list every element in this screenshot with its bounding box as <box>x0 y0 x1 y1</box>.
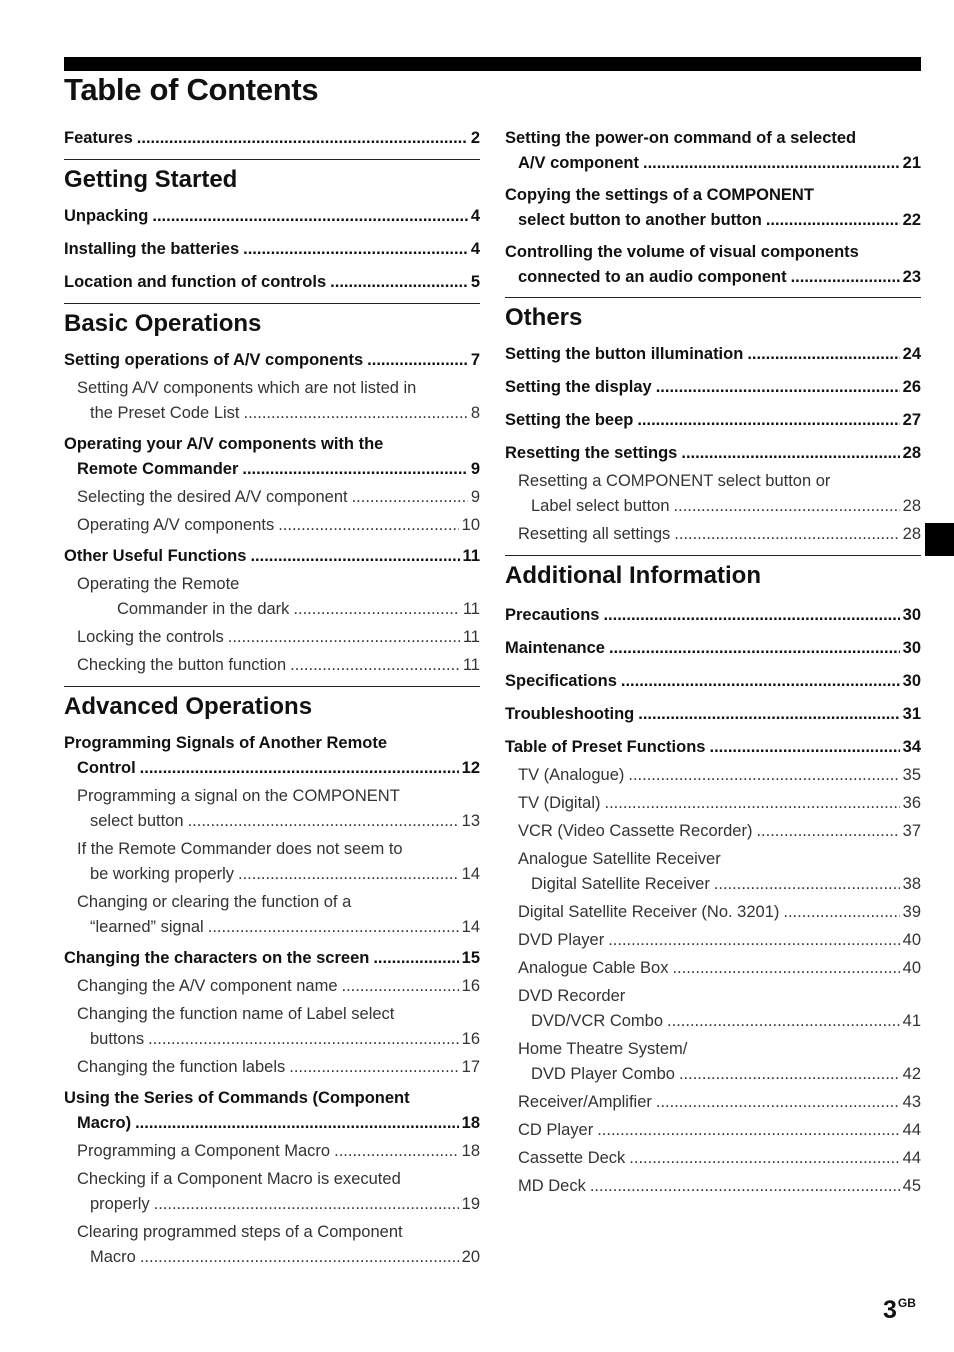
toc-subentry-dark[interactable]: Operating the Remote Commander in the dark ..... 11 <box>64 572 480 622</box>
toc-subentry-not-listed[interactable]: Setting A/V components which are not listed in the Preset Code List ..... 8 <box>64 376 480 426</box>
toc-entry-setting-operations[interactable]: Setting operations of A/V components ..... 7 <box>64 348 480 373</box>
toc-subentry-dvd-player[interactable]: DVD Player ..... 40 <box>505 928 921 953</box>
toc-entry-unpacking[interactable]: Unpacking ..... 4 <box>64 204 480 229</box>
toc-entry-controlling-volume[interactable]: Controlling the volume of visual components connected to an audio component ..... 23 <box>505 240 921 290</box>
chapter-thumb-tab <box>925 523 954 556</box>
toc-entry-power-on-command[interactable]: Setting the power-on command of a selected A/V component ..... 21 <box>505 126 921 176</box>
page-number: $3^{GB}$ <box>883 1295 916 1324</box>
section-divider <box>64 303 480 304</box>
toc-subentry-cable-box[interactable]: Analogue Cable Box ..... 40 <box>505 956 921 981</box>
toc-entry-operating-av[interactable]: Operating your A/V components with the Remote Commander ..... 9 <box>64 432 480 482</box>
toc-entry-precautions[interactable]: Precautions ..... 30 <box>505 603 921 628</box>
toc-subentry-learned-signal[interactable]: Changing or clearing the function of a “learned” signal ..... 14 <box>64 890 480 940</box>
toc-subentry-cd-player[interactable]: CD Player ..... 44 <box>505 1118 921 1143</box>
toc-subentry-satellite-3201[interactable]: Digital Satellite Receiver (No. 3201) ..... 39 <box>505 900 921 925</box>
toc-entry-programming-signals[interactable]: Programming Signals of Another Remote Control ..... 12 <box>64 731 480 781</box>
toc-subentry-selecting-component[interactable]: Selecting the desired A/V component ..... 9 <box>64 485 480 510</box>
section-divider <box>505 297 921 298</box>
toc-subentry-receiver-amplifier[interactable]: Receiver/Amplifier ..... 43 <box>505 1090 921 1115</box>
toc-subentry-dvd-recorder[interactable]: DVD Recorder DVD/VCR Combo ..... 41 <box>505 984 921 1034</box>
top-rule-bar <box>64 57 921 71</box>
toc-subentry-satellite-receiver[interactable]: Analogue Satellite Receiver Digital Satellite Receiver ..... 38 <box>505 847 921 897</box>
toc-subentry-not-working[interactable]: If the Remote Commander does not seem to be working properly ..... 14 <box>64 837 480 887</box>
toc-subentry-home-theatre[interactable]: Home Theatre System/ DVD Player Combo ..... 42 <box>505 1037 921 1087</box>
section-heading-basic-operations: Basic Operations <box>64 310 262 337</box>
toc-subentry-operating-components[interactable]: Operating A/V components ..... 10 <box>64 513 480 538</box>
toc-subentry-programming-signal[interactable]: Programming a signal on the COMPONENT select button ..... 13 <box>64 784 480 834</box>
toc-subentry-label-select[interactable]: Changing the function name of Label select buttons ..... 16 <box>64 1002 480 1052</box>
section-heading-getting-started: Getting Started <box>64 166 238 193</box>
toc-entry-setting-display[interactable]: Setting the display ..... 26 <box>505 375 921 400</box>
toc-entry-maintenance[interactable]: Maintenance ..... 30 <box>505 636 921 661</box>
section-divider <box>64 159 480 160</box>
toc-entry-specifications[interactable]: Specifications ..... 30 <box>505 669 921 694</box>
toc-subentry-resetting-component[interactable]: Resetting a COMPONENT select button or Label select button ..... 28 <box>505 469 921 519</box>
toc-entry-button-illumination[interactable]: Setting the button illumination ..... 24 <box>505 342 921 367</box>
toc-entry-preset-functions[interactable]: Table of Preset Functions ..... 34 <box>505 735 921 760</box>
toc-entry-troubleshooting[interactable]: Troubleshooting ..... 31 <box>505 702 921 727</box>
section-heading-advanced-operations: Advanced Operations <box>64 693 313 720</box>
section-divider <box>505 555 921 556</box>
toc-subentry-checking-macro[interactable]: Checking if a Component Macro is executed properly ..... 19 <box>64 1167 480 1217</box>
toc-subentry-vcr[interactable]: VCR (Video Cassette Recorder) ..... 37 <box>505 819 921 844</box>
page-language-code: GB <box>897 1295 916 1310</box>
toc-right-column <box>505 126 921 1202</box>
toc-subentry-locking[interactable]: Locking the controls ..... 11 <box>64 625 480 650</box>
section-divider <box>64 686 480 687</box>
toc-subentry-cassette-deck[interactable]: Cassette Deck ..... 44 <box>505 1146 921 1171</box>
page-title: Table of Contents <box>64 72 319 107</box>
section-heading-others: Others <box>505 304 583 331</box>
toc-subentry-resetting-all[interactable]: Resetting all settings ..... 28 <box>505 522 921 547</box>
toc-entry-installing-batteries[interactable]: Installing the batteries ..... 4 <box>64 237 480 262</box>
toc-entry-changing-characters[interactable]: Changing the characters on the screen ..... 15 <box>64 946 480 971</box>
section-heading-additional-information: Additional Information <box>505 562 761 589</box>
toc-subentry-component-name[interactable]: Changing the A/V component name ..... 16 <box>64 974 480 999</box>
toc-entry-location-controls[interactable]: Location and function of controls ..... 5 <box>64 270 480 295</box>
toc-subentry-clearing-macro[interactable]: Clearing programmed steps of a Component Macro ..... 20 <box>64 1220 480 1270</box>
toc-entry-other-useful[interactable]: Other Useful Functions ..... 11 <box>64 544 480 569</box>
toc-entry-series-commands[interactable]: Using the Series of Commands (Component Macro) ..... 18 <box>64 1086 480 1136</box>
toc-subentry-programming-macro[interactable]: Programming a Component Macro ..... 18 <box>64 1139 480 1164</box>
toc-subentry-checking-button[interactable]: Checking the button function ..... 11 <box>64 653 480 678</box>
toc-entry-resetting-settings[interactable]: Resetting the settings ..... 28 <box>505 441 921 466</box>
toc-entry-features[interactable]: Features ..... 2 <box>64 126 480 151</box>
toc-entry-copying-settings[interactable]: Copying the settings of a COMPONENT select button to another button ..... 22 <box>505 183 921 233</box>
toc-entry-setting-beep[interactable]: Setting the beep ..... 27 <box>505 408 921 433</box>
toc-subentry-md-deck[interactable]: MD Deck ..... 45 <box>505 1174 921 1199</box>
toc-subentry-function-labels[interactable]: Changing the function labels ..... 17 <box>64 1055 480 1080</box>
toc-subentry-tv-analogue[interactable]: TV (Analogue) ..... 35 <box>505 763 921 788</box>
toc-subentry-tv-digital[interactable]: TV (Digital) ..... 36 <box>505 791 921 816</box>
toc-left-column <box>64 126 480 1273</box>
